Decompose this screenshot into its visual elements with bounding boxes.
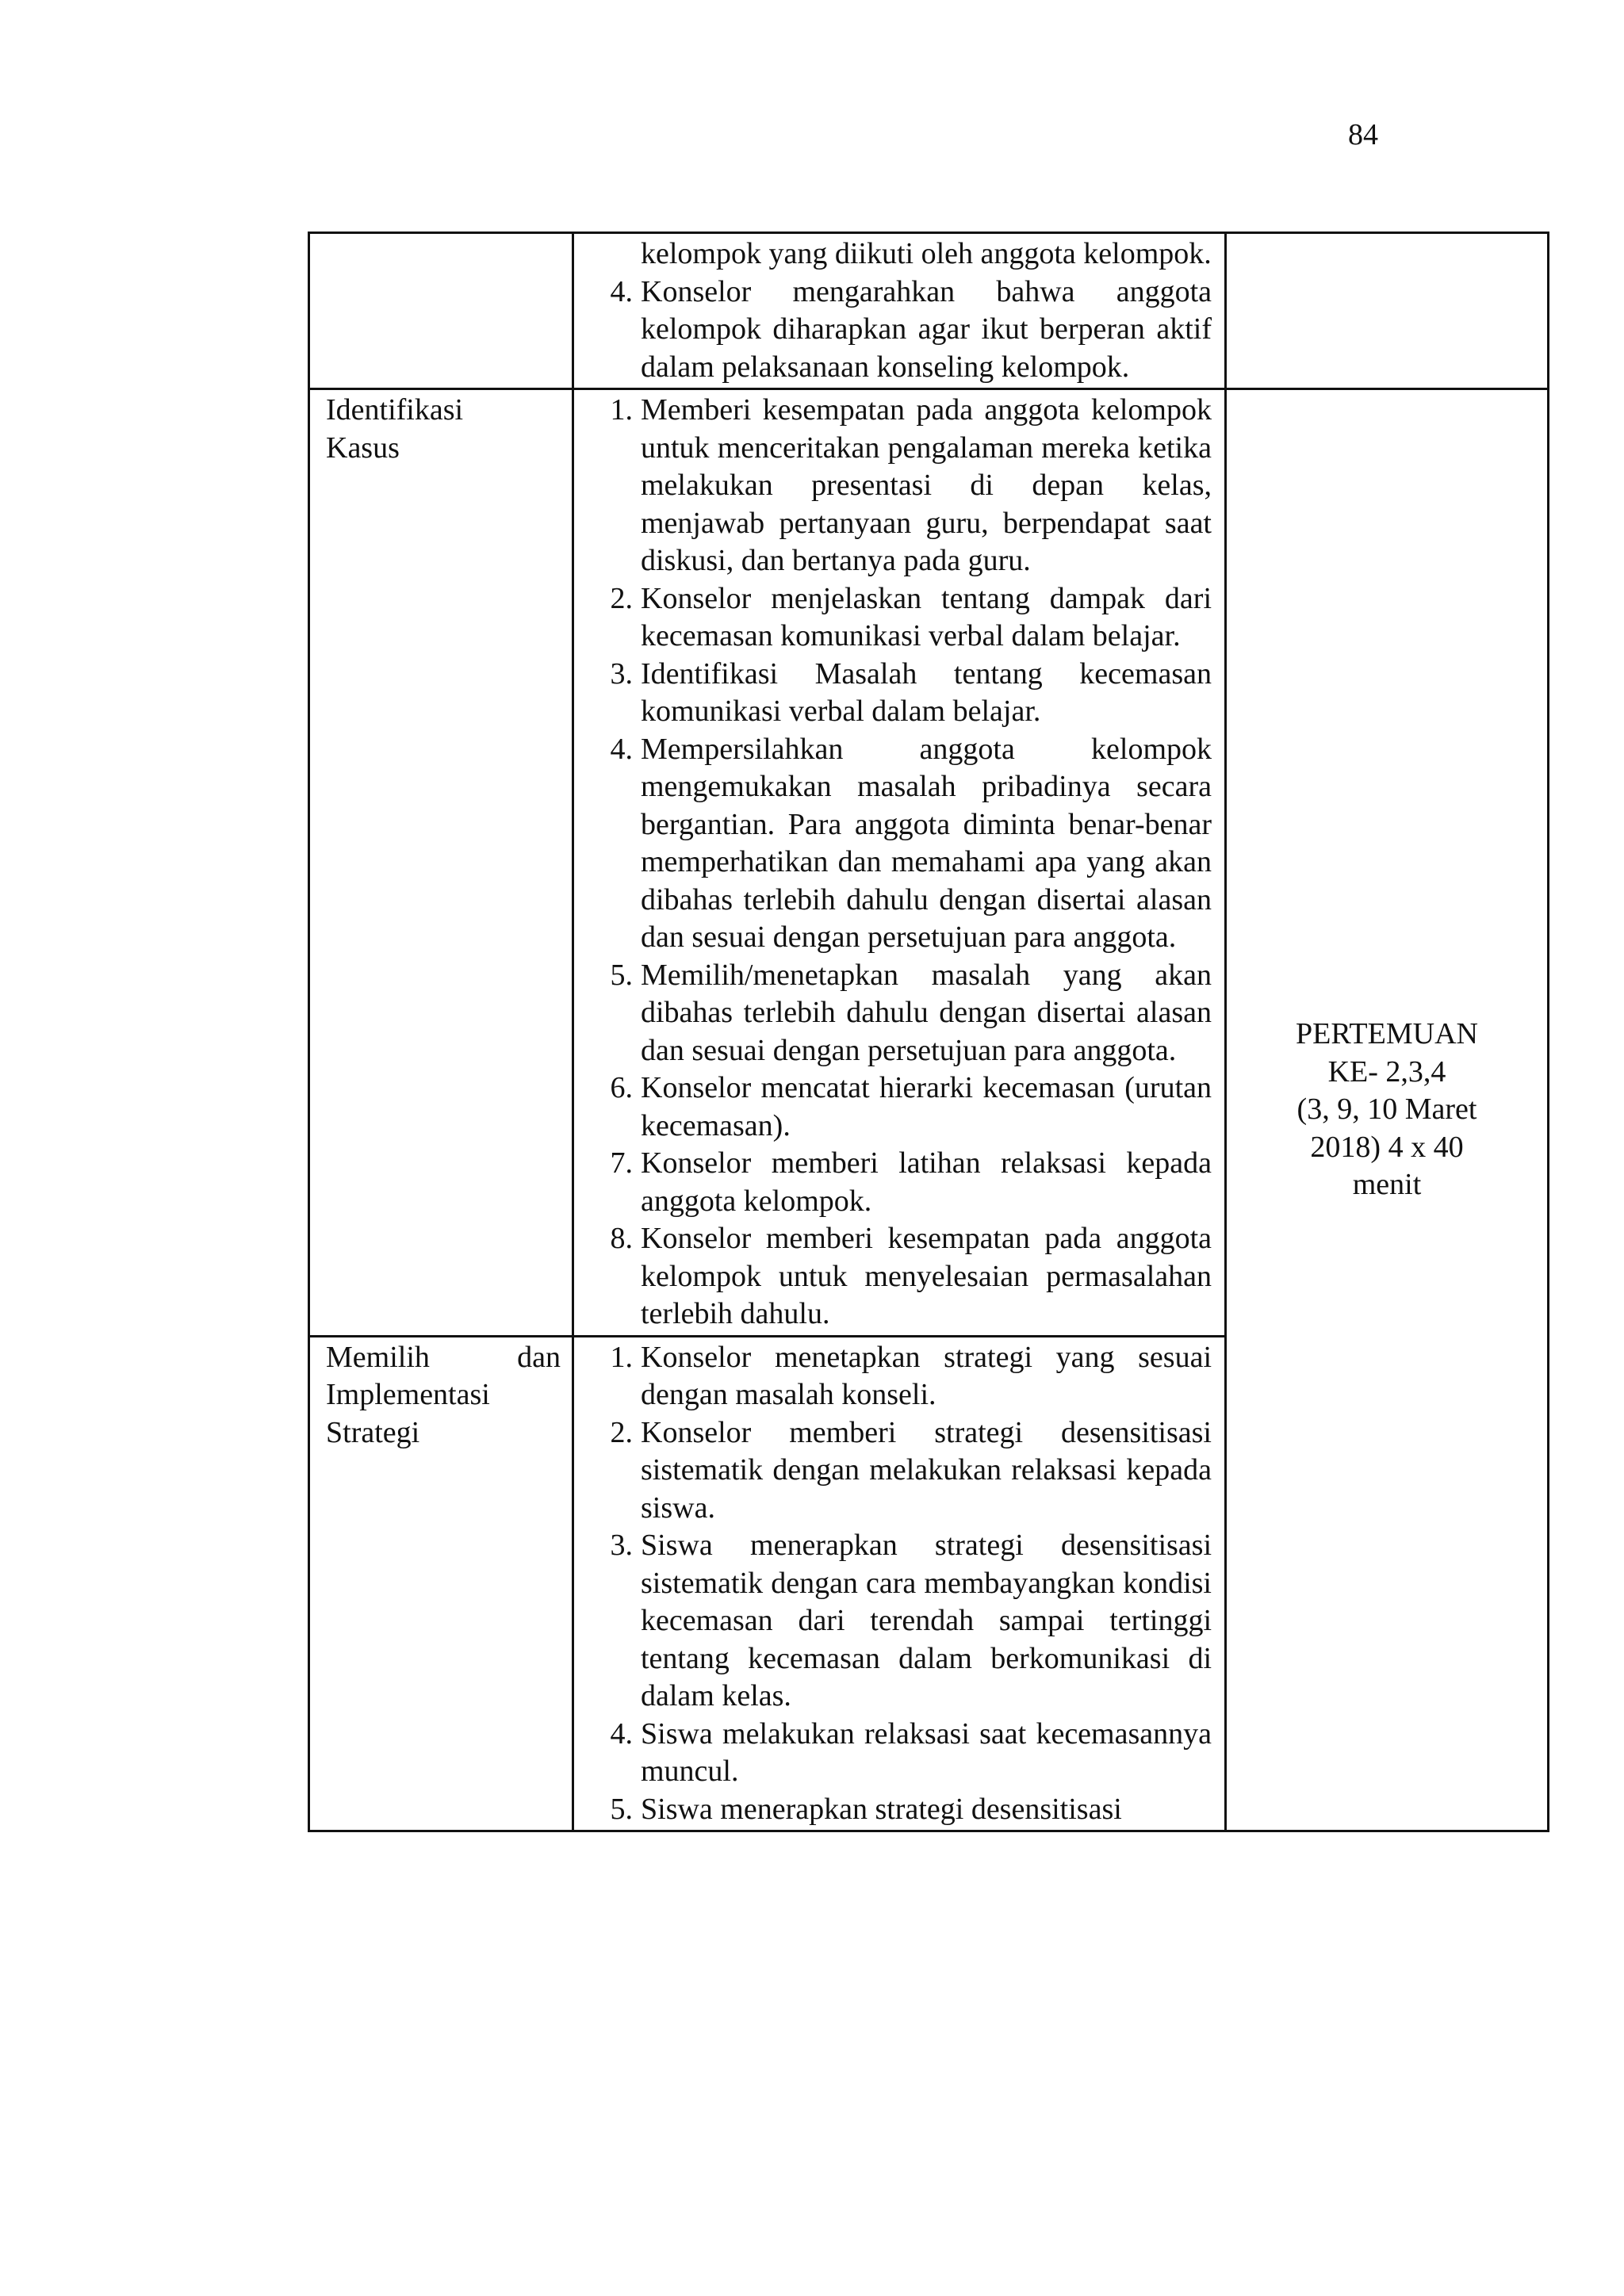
step-text: Siswa menerapkan strategi desensitisasi bbox=[641, 1792, 1122, 1826]
stage-label-line: Kasus bbox=[326, 430, 400, 465]
list-item bbox=[590, 1791, 1212, 1829]
list-item bbox=[590, 235, 1212, 274]
stage-label-line: Strategi bbox=[326, 1415, 420, 1449]
step-number: 7. bbox=[610, 1146, 633, 1180]
list-item bbox=[590, 1220, 1212, 1334]
step-text: Memilih/menetapkan masalah yang akan dibahas terlebih dahulu dengan disertai alasan dan sesuai dengan persetujuan para anggota. bbox=[641, 958, 1212, 1067]
list-item bbox=[590, 580, 1212, 656]
step-number: 8. bbox=[610, 1222, 633, 1255]
step-list bbox=[590, 392, 1212, 1334]
meeting-line: (3, 9, 10 Maret bbox=[1297, 1093, 1477, 1127]
list-item bbox=[590, 1339, 1212, 1414]
step-number: 4. bbox=[610, 732, 633, 766]
meeting-line: 2018) 4 x 40 bbox=[1310, 1130, 1464, 1164]
step-text: Konselor mencatat hierarki kecemasan (urutan kecemasan). bbox=[641, 1071, 1212, 1142]
step-number: 3. bbox=[610, 656, 633, 691]
meeting-schedule bbox=[1238, 1016, 1536, 1204]
step-text: Konselor mengarahkan bahwa anggota kelompok diharapkan agar ikut berperan aktif dalam pelaksanaan konseling kelompok. bbox=[641, 274, 1212, 384]
list-item bbox=[590, 1527, 1212, 1716]
step-number bbox=[590, 235, 641, 274]
step-number: 6. bbox=[610, 1071, 633, 1104]
list-item bbox=[590, 1716, 1212, 1791]
counseling-procedure-table bbox=[308, 232, 1549, 1832]
steps-cell bbox=[573, 233, 1226, 389]
step-text: Siswa menerapkan strategi desensitisasi sistematik dengan cara membayangkan kondisi kecemasan dari terendah sampai tertinggi tentang kecemasan dalam berkomunikasi di dalam kelas. bbox=[641, 1529, 1212, 1712]
list-item bbox=[590, 274, 1212, 387]
list-item bbox=[590, 1414, 1212, 1528]
step-text: Siswa melakukan relaksasi saat kecemasannya muncul. bbox=[641, 1716, 1212, 1788]
list-item bbox=[590, 392, 1212, 580]
step-list bbox=[590, 1339, 1212, 1829]
table-row bbox=[309, 233, 1549, 389]
step-number: 2. bbox=[610, 1415, 633, 1449]
step-number: 1. bbox=[610, 393, 633, 427]
step-number: 1. bbox=[610, 1340, 633, 1374]
step-text: Memberi kesempatan pada anggota kelompok untuk menceritakan pengalaman mereka ketika melakukan presentasi di depan kelas, menjawab pertanyaan guru, berpendapat saat diskusi, dan bertanya pada guru. bbox=[641, 393, 1212, 577]
step-text: kelompok yang diikuti oleh anggota kelompok. bbox=[641, 237, 1212, 270]
list-item bbox=[590, 731, 1212, 957]
step-number: 3. bbox=[610, 1529, 633, 1562]
stage-label-line: Memilih dan bbox=[326, 1340, 561, 1374]
meeting-line: PERTEMUAN bbox=[1296, 1017, 1478, 1051]
list-item bbox=[590, 656, 1212, 731]
step-text: Konselor menetapkan strategi yang sesuai dengan masalah konseli. bbox=[641, 1340, 1212, 1411]
stage-label-line: Identifikasi bbox=[326, 393, 464, 427]
step-text: Konselor memberi latihan relaksasi kepada anggota kelompok. bbox=[641, 1146, 1212, 1218]
step-number: 5. bbox=[610, 1792, 633, 1826]
time-cell bbox=[1226, 389, 1549, 1831]
step-number: 4. bbox=[610, 1716, 633, 1751]
stage-label-identifikasi-kasus bbox=[326, 392, 561, 467]
list-item bbox=[590, 957, 1212, 1070]
step-number: 2. bbox=[610, 581, 633, 615]
step-text: Konselor memberi strategi desensitisasi sistematik dengan melakukan relaksasi kepada siswa. bbox=[641, 1415, 1212, 1525]
step-text: Mempersilahkan anggota kelompok mengemukakan masalah pribadinya secara bergantian. Para anggota diminta benar-benar memperhatikan dan memahami apa yang akan dibahas terlebih dahulu dengan disertai alasan dan sesuai dengan persetujuan para anggota. bbox=[641, 732, 1212, 954]
list-item bbox=[590, 1070, 1212, 1145]
steps-cell bbox=[573, 1336, 1226, 1831]
stage-label-memilih-strategi bbox=[326, 1339, 561, 1452]
step-number: 4. bbox=[610, 274, 633, 308]
table-row bbox=[309, 389, 1549, 1337]
stage-cell bbox=[309, 1336, 573, 1831]
page-number: 84 bbox=[1348, 118, 1378, 151]
meeting-line: KE- 2,3,4 bbox=[1327, 1054, 1446, 1089]
steps-cell bbox=[573, 389, 1226, 1337]
step-text: Konselor memberi kesempatan pada anggota kelompok untuk menyelesaian permasalahan terlebih dahulu. bbox=[641, 1222, 1212, 1330]
step-list bbox=[590, 235, 1212, 386]
step-text: Konselor menjelaskan tentang dampak dari kecemasan komunikasi verbal dalam belajar. bbox=[641, 581, 1212, 652]
step-text: Identifikasi Masalah tentang kecemasan komunikasi verbal dalam belajar. bbox=[641, 656, 1212, 728]
meeting-line: menit bbox=[1352, 1168, 1422, 1202]
step-number: 5. bbox=[610, 958, 633, 992]
stage-cell bbox=[309, 233, 573, 389]
stage-cell bbox=[309, 389, 573, 1337]
stage-label-line: Implementasi bbox=[326, 1378, 490, 1411]
list-item bbox=[590, 1145, 1212, 1220]
time-cell bbox=[1226, 233, 1549, 389]
